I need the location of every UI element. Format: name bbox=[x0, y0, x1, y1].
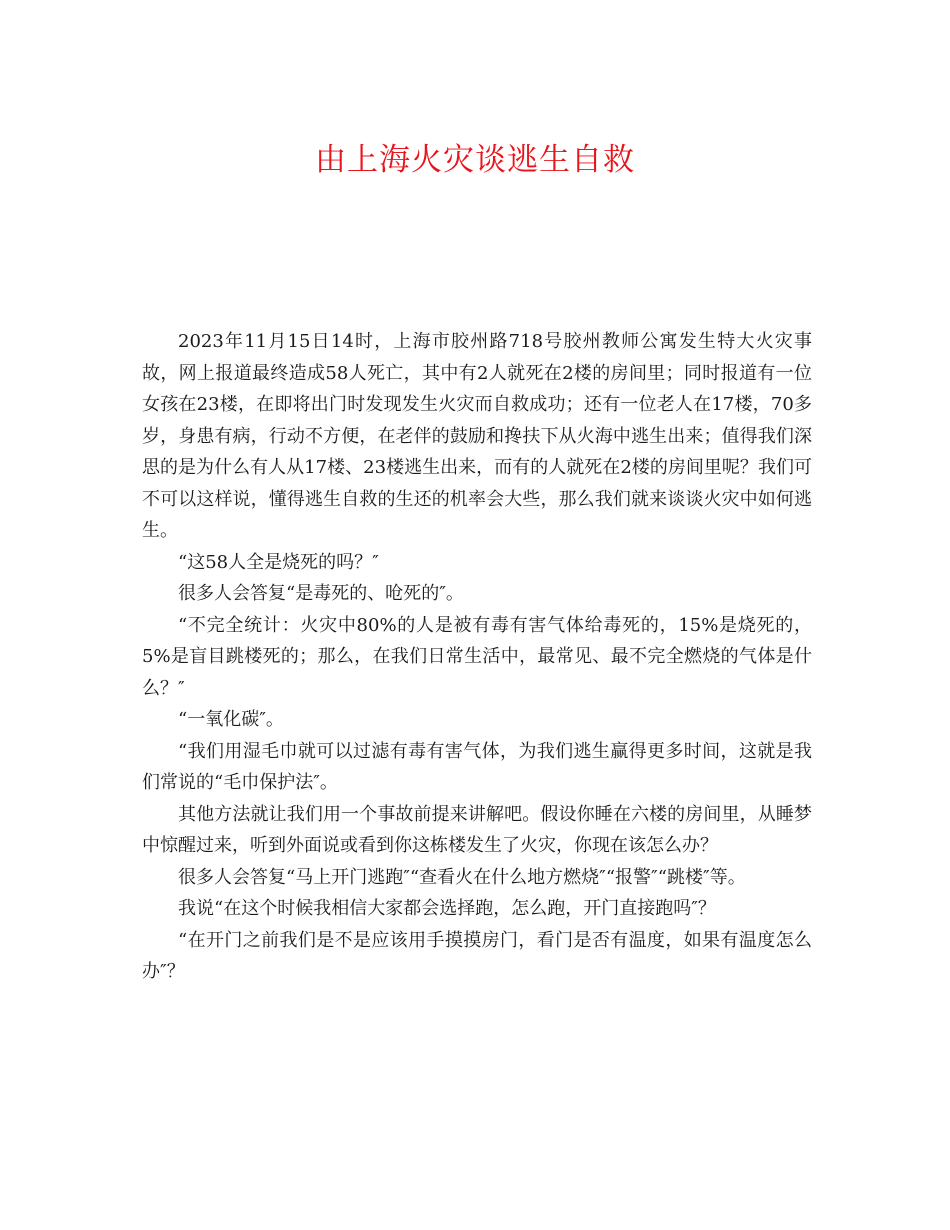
paragraph: 2023年11月15日14时，上海市胶州路718号胶州教师公寓发生特大火灾事故，网上报道最终造成58人死亡，其中有2人就死在2楼的房间里；同时报道有一位女孩在23楼，在即将出门时发现发生火灾而自救成功；还有一位老人在17楼，70多岁，身患有病，行动不方便，在老伴的鼓励和搀扶下从火海中逃生出来；值得我们深思的是为什么有人从17楼、23楼逃生出来，而有的人就死在2楼的房间里呢？我们可不可以这样说，懂得逃生自救的生还的机率会大些，那么我们就来谈谈火灾中如何逃生。 bbox=[142, 331, 812, 541]
paragraph: “在开门之前我们是不是应该用手摸摸房门，看门是否有温度，如果有温度怎么办″？ bbox=[142, 929, 812, 982]
paragraph: 其他方法就让我们用一个事故前提来讲解吧。假设你睡在六楼的房间里，从睡梦中惊醒过来，听到外面说或看到你这栋楼发生了火灾，你现在该怎么办？ bbox=[142, 803, 812, 856]
paragraph: “不完全统计：火灾中80%的人是被有毒有害气体给毒死的，15%是烧死的，5%是盲目跳楼死的；那么，在我们日常生活中，最常见、最不完全燃烧的气体是什么？″ bbox=[142, 614, 812, 699]
paragraph: “这58人全是烧死的吗？″ bbox=[178, 551, 379, 573]
paragraph: “我们用湿毛巾就可以过滤有毒有害气体，为我们逃生赢得更多时间，这就是我们常说的“毛巾保护法″。 bbox=[142, 740, 812, 793]
paragraph: 我说“在这个时候我相信大家都会选择跑，怎么跑，开门直接跑吗″？ bbox=[178, 898, 716, 919]
paragraph: 很多人会答复“是毒死的、呛死的″。 bbox=[178, 583, 464, 604]
paragraph: 很多人会答复“马上开门逃跑″“查看火在什么地方燃烧″“报警″“跳楼″等。 bbox=[178, 866, 746, 888]
paragraph: “一氧化碳″。 bbox=[178, 709, 284, 730]
document-title: 由上海火灾谈逃生自救 bbox=[315, 142, 635, 178]
document-body bbox=[142, 326, 812, 988]
